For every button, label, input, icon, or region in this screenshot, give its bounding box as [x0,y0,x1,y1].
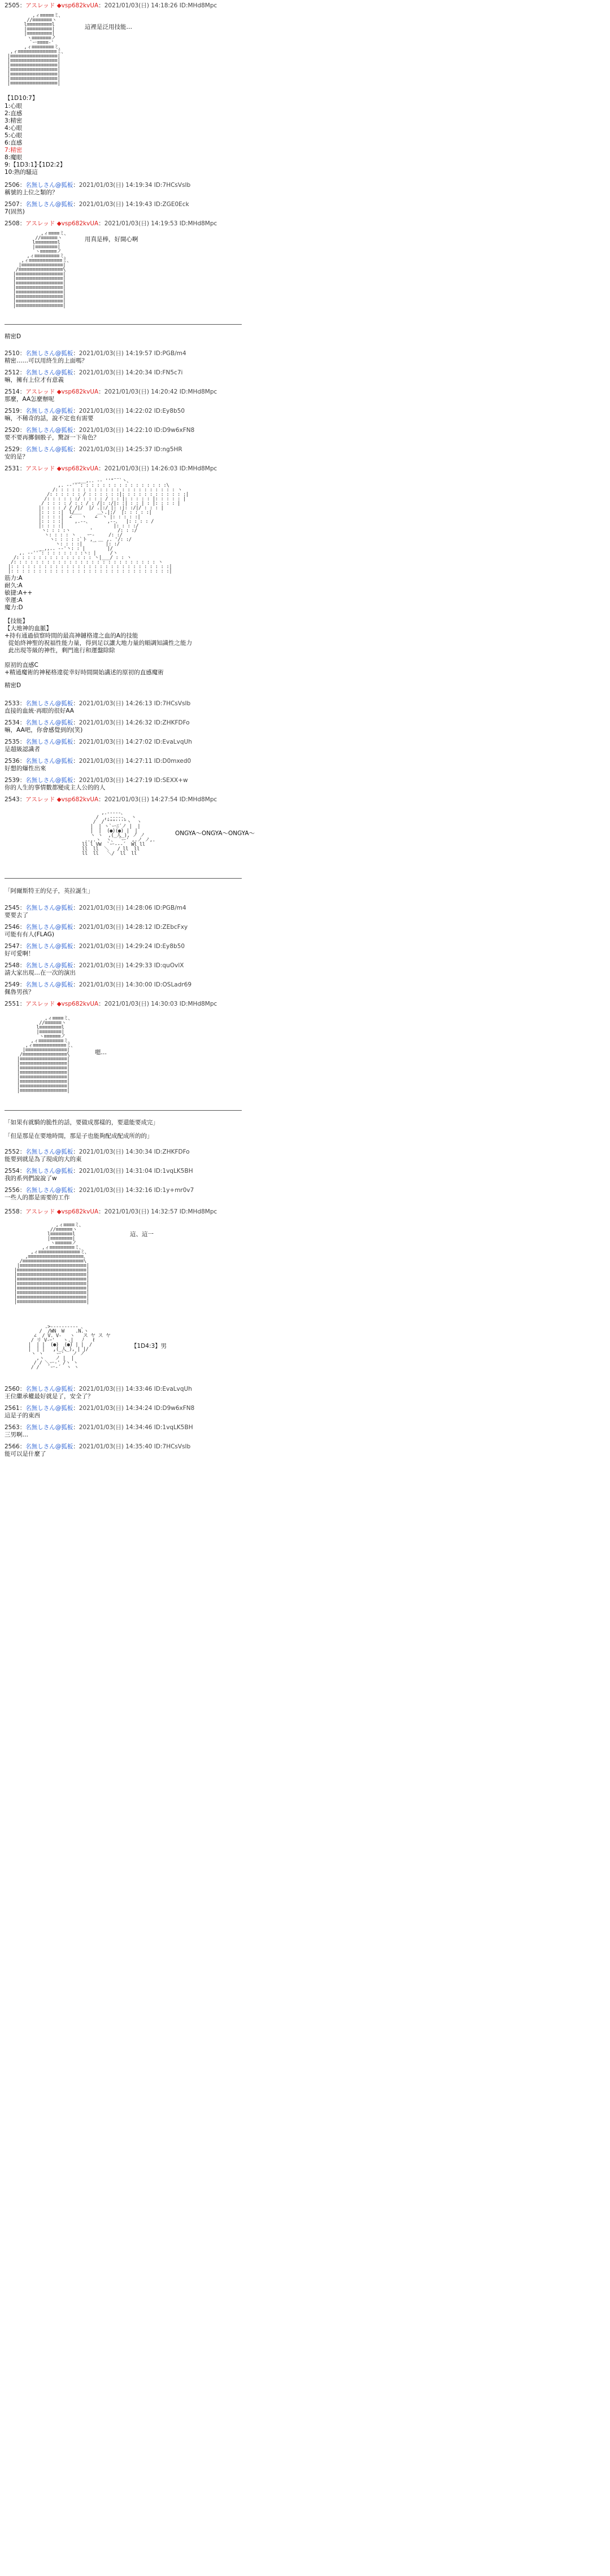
post-body-2519: 嘛，不稀奇的話，說不定也有需要 [5,415,94,422]
post-body-2554: 我的系列們說說了w [5,1175,57,1182]
poster-name[interactable]: アスレッド [25,220,55,227]
poster-name[interactable]: 名無しさん@狐板 [25,201,73,208]
post-body-2563: 三男啊… [5,1431,28,1438]
speech-3: 嗯… [95,1049,107,1056]
divider [5,878,242,879]
poster-name[interactable]: 名無しさん@狐板 [25,182,73,189]
poster-name[interactable]: 名無しさん@狐板 [25,1405,73,1412]
poster-name[interactable]: 名無しさん@狐板 [25,427,73,434]
post-header-2510: 2510：名無しさん@狐板：2021/01/03(日) 14:19:57 ID:PGB/m4 [5,350,186,357]
post-header-2508: 2508：アスレッド ◆vsp682kvUA：2021/01/03(日) 14:19:53 ID:MHd8Mpc [5,220,217,227]
ascii-art-2: ,ィ≡≡≡≡ミ、 //≡≡≡≡≡≡ヽ l≡≡≡≡≡≡≡≡l |≡≡≡≡≡≡≡≡| ヽ≡≡≡≡≡≡ノ ,ィ≡≡≡≡≡≡≡≡≡ミ、 ,ィ≡≡≡≡≡≡≡≡≡≡≡≡ミ、 |≡≡≡≡≡≡≡≡≡≡≡≡≡≡≡| /≡≡≡≡≡≡≡≡≡≡≡≡≡≡≡≡\ |≡≡≡≡≡≡≡≡≡≡≡≡≡≡≡≡≡| |≡≡≡≡≡≡≡≡≡≡≡≡≡≡≡≡≡| |≡≡≡≡≡≡≡≡≡≡≡≡≡≡≡≡≡| |≡≡≡≡≡≡≡≡≡≡≡≡≡≡≡≡≡| |≡≡≡≡≡≡≡≡≡≡≡≡≡≡≡≡≡| |≡≡≡≡≡≡≡≡≡≡≡≡≡≡≡≡≡| |≡≡≡≡≡≡≡≡≡≡≡≡≡≡≡≡≡| |≡≡≡≡≡≡≡≡≡≡≡≡≡≡≡≡≡| [12,231,72,309]
post-header-2536: 2536：名無しさん@狐板：2021/01/03(日) 14:27:11 ID:D0mxed0 [5,758,191,765]
post-body-2535: 是超級認識者 [5,746,40,753]
post-header-2551: 2551：アスレッド ◆vsp682kvUA：2021/01/03(日) 14:30:03 ID:MHd8Mpc [5,1001,217,1007]
poster-name[interactable]: アスレッド [25,465,55,472]
post-header-2505: 2505：アスレッド ◆vsp682kvUA：2021/01/03(日) 14:18:26 ID:MHd8Mpc [5,2,217,9]
speech-5: ONGYA〜ONGYA〜ONGYA〜 [175,830,255,837]
trait-line: 【大地神的血脈】 [5,625,52,632]
trait-line: 此出現等級的神性，剩門進行和運盤除除 [5,647,115,654]
dice-item: 5:心眼 [5,132,23,139]
poster-name[interactable]: 名無しさん@狐板 [25,369,73,376]
trip-code: ◆vsp682kvUA [56,2,99,9]
quote-2a: 「如果有就騎的脆性的話，要做成那樣的，要還能要成完」 [5,1119,159,1126]
post-header-2506: 2506：名無しさん@狐板：2021/01/03(日) 14:19:34 ID:7HCsVsIb [5,182,191,189]
post-body-2561: 這是子的東西 [5,1412,40,1419]
speech-1: 這裡是泛用技能… [85,24,132,30]
post-header-2529: 2529：名無しさん@狐板：2021/01/03(日) 14:25:37 ID:ng5HR [5,446,182,453]
ascii-art-7: .>‐‐‐‐‐‐‐‐‐- 、 / /WN W .N.ヽ ∠ / V. V‐ ヽ ス ヤ ス ヤ / リ V-ｰ' ヽ.| ﾉ ℓ | | | (●) (●) | | / | | | ,(_人_), | |/ ヽ ヽ ｀ー' ノ ノ ,ヽ ノ | | / / ＼ー‐' /ヽ ヽ / / `ー‐´ ヽ ヽ [28,1324,111,1370]
quote-2b: 「但是那是在要地時間，那是子也能夠配成配成所的的」 [5,1133,153,1139]
quote-1: 「阿爾斯特王的兒子，英拉誕生」 [5,888,94,894]
post-header-2558: 2558：アスレッド ◆vsp682kvUA：2021/01/03(日) 14:32:57 ID:MHd8Mpc [5,1208,217,1215]
post-header-2554: 2554：名無しさん@狐板：2021/01/03(日) 14:31:04 ID:1vqLK5BH [5,1168,193,1175]
post-header-2560: 2560：名無しさん@狐板：2021/01/03(日) 14:33:46 ID:EvaLvqUh [5,1386,192,1392]
poster-name[interactable]: 名無しさん@狐板 [25,1168,73,1175]
poster-name[interactable]: 名無しさん@狐板 [25,700,73,707]
poster-name[interactable]: 名無しさん@狐板 [25,962,73,969]
poster-name[interactable]: アスレッド [25,2,55,9]
ascii-art-4: ,.-‐‐‐-、 / ,.-‐‐‐-、 ヽ / /`"""'''"ヽ ヽ | | ヽ`ーﾆ´ノ | | | | (●)(●) | | ヽ ヽ ,(_人_), ノ ノ ..,.ヽ ヽ、 `ー' ,.ノ ノ,. ll l VW `ー--‐´ Wl ll ll ll ＼ / ll ll ll ll ＼/ ll ll [81,810,155,857]
trait-line: 從始終神聖的祝福性能力量，得到足以讓大地力量的順調知識性之能力 [5,640,193,647]
dice-item: 8:魔眼 [5,154,23,161]
poster-name[interactable]: 名無しさん@狐板 [25,1443,73,1450]
stat-endurance: 耐久:A [5,582,23,589]
post-body-2536: 好想的爆性出來 [5,765,46,772]
post-header-2561: 2561：名無しさん@狐板：2021/01/03(日) 14:34:24 ID:D9w6xFN8 [5,1405,195,1412]
post-body-2529: 安的是？ [5,453,28,460]
post-body-2507: 7(固然) [5,208,25,215]
dice-item: 3:精密 [5,117,23,124]
poster-name[interactable]: 名無しさん@狐板 [25,777,73,784]
poster-name[interactable]: 名無しさん@狐板 [25,905,73,911]
poster-name[interactable]: 名無しさん@狐板 [25,350,73,357]
post-body-2520: 要不要再擲個骰子，驚訝一下角色？ [5,434,99,441]
speech-2: 用真是棒，好開心啊 [85,236,138,243]
speech-4: 這、這一 [130,1231,154,1238]
poster-name[interactable]: 名無しさん@狐板 [25,943,73,950]
post-header-2507: 2507：名無しさん@狐板：2021/01/03(日) 14:19:43 ID:ZGE0Eck [5,201,189,208]
poster-name[interactable]: 名無しさん@狐板 [25,719,73,726]
post-header-2547: 2547：名無しさん@狐板：2021/01/03(日) 14:29:24 ID:Ey8b50 [5,943,185,950]
dice-item: 4:心眼 [5,125,23,132]
post-body-2514: 那麼，AA怎麼辦呢 [5,396,55,403]
stat-luck: 幸運:A [5,597,23,604]
post-body-2539: 你的人生的事情數都變成主人公的的人 [5,784,106,791]
post-body-2556: 一些人的都是需要的工作 [5,1194,70,1201]
poster-name[interactable]: アスレッド [25,796,55,803]
post-header-2520: 2520：名無しさん@狐板：2021/01/03(日) 14:22:10 ID:D9w6xFN8 [5,427,195,434]
ascii-art-6: ,ィ≡≡≡≡ミ、 //≡≡≡≡≡≡ヽ l≡≡≡≡≡≡≡≡l |≡≡≡≡≡≡≡≡| ヽ≡≡≡≡≡≡ノ ,ィ≡≡≡≡≡≡≡≡≡ミ、 ,ィ≡≡≡≡≡≡≡≡≡≡≡≡≡≡≡ミ、 ,≡≡≡≡≡≡≡≡≡≡≡≡≡≡≡≡≡≡≡≡、 /≡≡≡≡≡≡≡≡≡≡≡≡≡≡≡≡≡≡≡≡≡≡\ |≡≡≡≡≡≡≡≡≡≡≡≡≡≡≡≡≡≡≡≡≡≡≡≡| |≡≡≡≡≡≡≡≡≡≡≡≡≡≡≡≡≡≡≡≡≡≡≡≡≡| |≡≡≡≡≡≡≡≡≡≡≡≡≡≡≡≡≡≡≡≡≡≡≡≡≡| |≡≡≡≡≡≡≡≡≡≡≡≡≡≡≡≡≡≡≡≡≡≡≡≡≡| |≡≡≡≡≡≡≡≡≡≡≡≡≡≡≡≡≡≡≡≡≡≡≡≡≡| |≡≡≡≡≡≡≡≡≡≡≡≡≡≡≡≡≡≡≡≡≡≡≡≡≡| |≡≡≡≡≡≡≡≡≡≡≡≡≡≡≡≡≡≡≡≡≡≡≡≡≡| |≡≡≡≡≡≡≡≡≡≡≡≡≡≡≡≡≡≡≡≡≡≡≡≡≡| |≡≡≡≡≡≡≡≡≡≡≡≡≡≡≡≡≡≡≡≡≡≡≡≡≡| [14,1222,90,1305]
post-header-2566: 2566：名無しさん@狐板：2021/01/03(日) 14:35:40 ID:7HCsVsIb [5,1443,191,1450]
ascii-art-3: ____,.. -‐ ''"¨¨`丶、 ,. -‐''´: : : : : : : : : : : : : : : :\ /: : : : : : : : : : : : : : : : : : : : : : ヽ /: : : : : : / : : : : : :|: : : : : : : : : : : :| /: : : : : :/ : : : : / : : |: : : : : |: : : : : | / : : : : / : : / : /|: :/|: :| : : | : |: : : : | |: : : : / / /|/ |/ .|:/ |: :|: :/|/ : : : | |: : : :| l/ ヽ.|:/ |: : : : :| |: : : :| ∠￣￣ヽ ∠￣ヽ |: : : : :| |: : : :| ,.--、 ,--、 |: : : : / |: : : :| |: : : :/ ヽ: : : :ヽ ' /: : :/ ヽ: : : : ヽ ー‐ /: :/ ヽ: : : : :`ト ,_ ,. '/: :/ ヽ: : : :| ｀￣ |: :/ __,,.. -‐'ヽ: : | |/ ,. -‐''´: : : : : : : :ヽ: | /ヽ /: : : : : : : : : : : : : : ヽ|___/ : : ヽ /: : : : : : : : : : : : : : : : : : : : : : : : : : ヽ |: : : : : : : : : : : : : : : : : : : : : : : : : : : : :| |: : : : : : : : : : : : : : : : : : : : : : : : : : : : :| [8,478,189,574]
post-header-2534: 2534：名無しさん@狐板：2021/01/03(日) 14:26:32 ID:ZHKFDFo [5,719,190,726]
stat-magic: 魔力:D [5,604,23,611]
poster-name[interactable]: アスレッド [25,1001,55,1007]
dice-item: 9:【1D3:1】·【1D2:2】 [5,161,66,168]
post-body-2548: 請大家出現…在一次的演出 [5,970,76,976]
post-header-2548: 2548：名無しさん@狐板：2021/01/03(日) 14:29:33 ID:quOvlX [5,962,184,969]
poster-name[interactable]: アスレッド [25,1208,55,1215]
post-body-2512: 嘛，擁有上位才有意義 [5,377,64,383]
post-body-2552: 能要到就是為了現成的大的東 [5,1156,82,1163]
post-body-2545: 要要去了 [5,912,28,919]
poster-name[interactable]: アスレッド [25,388,55,395]
post-body-2546: 可能有有人(FLAG) [5,931,54,938]
stat-agility: 敏捷:A++ [5,590,33,596]
post-body-2566: 能可以是什麼了 [5,1451,46,1457]
poster-name[interactable]: 名無しさん@狐板 [25,408,73,414]
post-header-2531: 2531：アスレッド ◆vsp682kvUA：2021/01/03(日) 14:26:03 ID:MHd8Mpc [5,465,217,472]
poster-name[interactable]: 名無しさん@狐板 [25,758,73,765]
ascii-art-1: ,ィ≡≡≡≡≡ミ、 //≡≡≡≡≡≡≡ヽ l≡≡≡≡≡≡≡≡≡l |≡≡≡≡≡≡≡≡≡| |≡≡≡≡≡≡≡≡≡| ヽ≡≡≡≡≡≡≡ノ `ー≡≡≡≡‐' ,ィ≡≡≡≡≡≡≡≡ミ、 ,ィ≡≡≡≡≡≡≡≡≡≡≡≡≡≡ミ、 |≡≡≡≡≡≡≡≡≡≡≡≡≡≡≡≡≡| |≡≡≡≡≡≡≡≡≡≡≡≡≡≡≡≡≡| |≡≡≡≡≡≡≡≡≡≡≡≡≡≡≡≡≡| |≡≡≡≡≡≡≡≡≡≡≡≡≡≡≡≡≡| |≡≡≡≡≡≡≡≡≡≡≡≡≡≡≡≡≡| |≡≡≡≡≡≡≡≡≡≡≡≡≡≡≡≡≡| |≡≡≡≡≡≡≡≡≡≡≡≡≡≡≡≡≡| [7,13,66,86]
post-header-2546: 2546：名無しさん@狐板：2021/01/03(日) 14:28:12 ID:ZEbcFxy [5,924,188,931]
divider [5,1110,242,1111]
post-body-2533: 直接的血統‧再眼的很好AA [5,708,74,714]
post-header-2549: 2549：名無しさん@狐板：2021/01/03(日) 14:30:00 ID:OSLadr69 [5,981,192,988]
poster-name[interactable]: 名無しさん@狐板 [25,1187,73,1194]
trait-line: +持有通過偵察時間的最高神鏈格違之血的A的技能 [5,632,138,639]
dice-header: 【1D10:7】 [5,95,38,102]
poster-name[interactable]: 名無しさん@狐板 [25,1424,73,1431]
poster-name[interactable]: 名無しさん@狐板 [25,981,73,988]
post-header-2545: 2545：名無しさん@狐板：2021/01/03(日) 14:28:06 ID:PGB/m4 [5,905,186,911]
post-header-2512: 2512：名無しさん@狐板：2021/01/03(日) 14:20:34 ID:FN5c7i [5,369,183,376]
post-body-2534: 嘛，AA吧，你會感覺到的(笑) [5,727,83,733]
post-header-2552: 2552：名無しさん@狐板：2021/01/03(日) 14:30:34 ID:ZHKFDFo [5,1149,190,1155]
stat-strength: 筋力:A [5,575,23,582]
trait-line: +精通魔術的神秘格違從幸好時間開始講述的原初的直感魔術 [5,669,164,676]
post-body-2547: 好可愛啊！ [5,950,34,957]
dice-item-selected: 7:精密 [5,147,23,154]
post-header-2533: 2533：名無しさん@狐板：2021/01/03(日) 14:26:13 ID:7HCsVsIb [5,700,191,707]
trait-line: 【技能】 [5,618,28,625]
poster-name[interactable]: 名無しさん@狐板 [25,446,73,453]
post-header-2519: 2519：名無しさん@狐板：2021/01/03(日) 14:22:02 ID:Ey8b50 [5,408,185,414]
post-header-2556: 2556：名無しさん@狐板：2021/01/03(日) 14:32:16 ID:1y+mr0v7 [5,1187,194,1194]
post-body-2506: 稱號的上位之類的？ [5,189,58,196]
poster-name[interactable]: 名無しさん@狐板 [25,1386,73,1392]
post-header-2543: 2543：アスレッド ◆vsp682kvUA：2021/01/03(日) 14:27:54 ID:MHd8Mpc [5,796,217,803]
poster-name[interactable]: 名無しさん@狐板 [25,924,73,931]
post-header-2539: 2539：名無しさん@狐板：2021/01/03(日) 14:27:19 ID:SEXX+w [5,777,188,784]
post-body-2560: 王位繼承權最好就是了，安全了？ [5,1393,94,1400]
post-header-2514: 2514：アスレッド ◆vsp682kvUA：2021/01/03(日) 14:20:42 ID:MHd8Mpc [5,388,217,395]
poster-name[interactable]: 名無しさん@狐板 [25,739,73,745]
poster-name[interactable]: 名無しさん@狐板 [25,1149,73,1155]
dice-result-2: 【1D4:3】男 [131,1343,167,1350]
post-body-2510: 精密……可以用終生的上面嗎？ [5,357,88,364]
post-header-2563: 2563：名無しさん@狐板：2021/01/03(日) 14:34:46 ID:1vqLK5BH [5,1424,193,1431]
divider [5,324,242,325]
post-header-2535: 2535：名無しさん@狐板：2021/01/03(日) 14:27:02 ID:EvaLvqUh [5,739,192,745]
trait-line: 精密D [5,682,21,689]
dice-item: 6:直感 [5,139,23,146]
dice-item: 1:心眼 [5,103,23,110]
ascii-art-5: ,ィ≡≡≡≡ミ、 //≡≡≡≡≡≡ヽ l≡≡≡≡≡≡≡≡l |≡≡≡≡≡≡≡≡| ヽ≡≡≡≡≡≡ノ ,ィ≡≡≡≡≡≡≡≡≡ミ、 ,ィ≡≡≡≡≡≡≡≡≡≡≡≡ミ、 |≡≡≡≡≡≡≡≡≡≡≡≡≡≡≡| /≡≡≡≡≡≡≡≡≡≡≡≡≡≡≡≡\ |≡≡≡≡≡≡≡≡≡≡≡≡≡≡≡≡≡| |≡≡≡≡≡≡≡≡≡≡≡≡≡≡≡≡≡| |≡≡≡≡≡≡≡≡≡≡≡≡≡≡≡≡≡| |≡≡≡≡≡≡≡≡≡≡≡≡≡≡≡≡≡| |≡≡≡≡≡≡≡≡≡≡≡≡≡≡≡≡≡| |≡≡≡≡≡≡≡≡≡≡≡≡≡≡≡≡≡| |≡≡≡≡≡≡≡≡≡≡≡≡≡≡≡≡≡| |≡≡≡≡≡≡≡≡≡≡≡≡≡≡≡≡≡| [16,1016,76,1094]
trait-line: 原初的直感C [5,662,38,669]
dice-item: 2:直感 [5,110,23,117]
section-label: 精密D [5,333,21,340]
dice-item: 10:熟的騷這 [5,169,38,176]
post-body-2549: 佩魯男孩？ [5,989,34,996]
